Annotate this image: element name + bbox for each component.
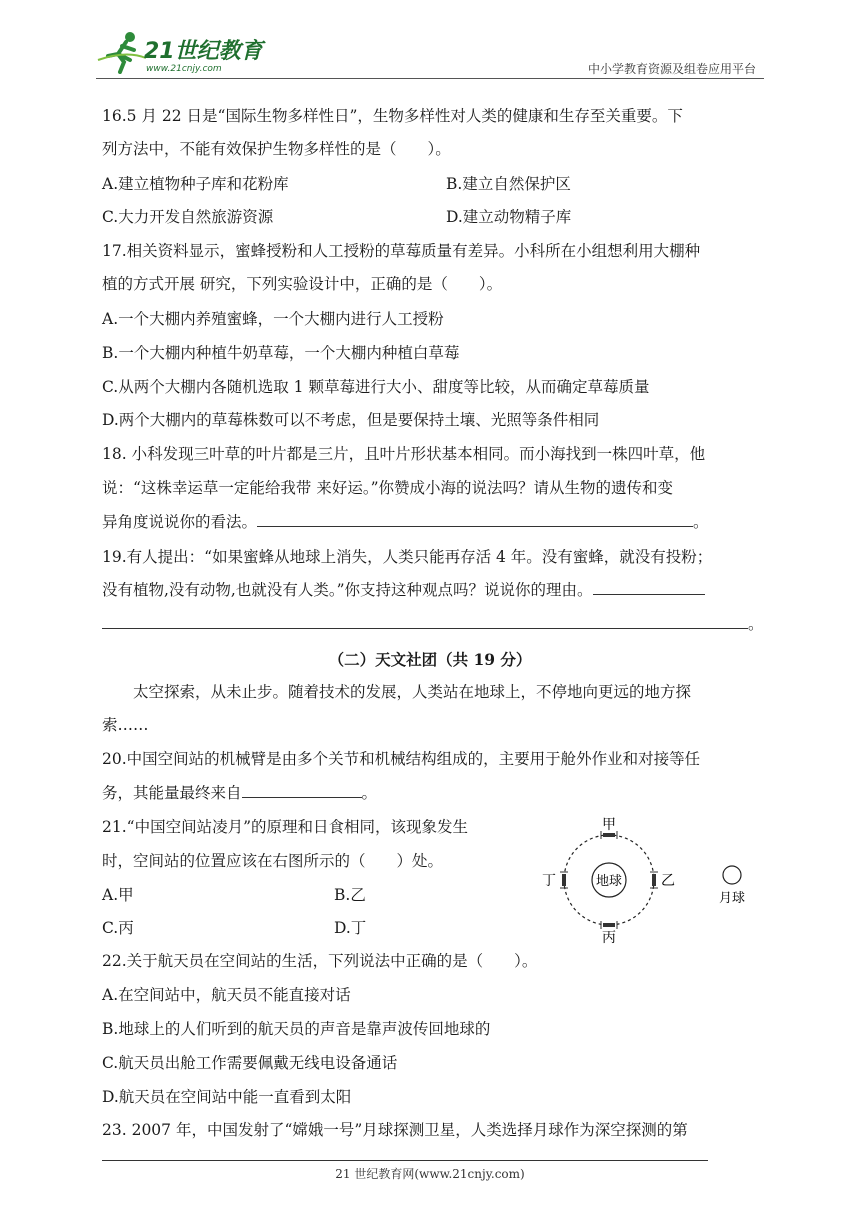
label-right: 乙 [661, 873, 675, 889]
moon-circle [723, 866, 741, 884]
q20-stem-2-text: 务，其能量最终来自 [102, 784, 242, 802]
q19-stem-3 [102, 614, 764, 634]
runner-icon [98, 32, 146, 72]
q20-stem-2 [102, 783, 377, 803]
q21-stem-2: 时，空间站的位置应该在右图所示的（ ）处。 [102, 852, 444, 870]
q20-stem-1: 20.中国空间站的机械臂是由多个关节和机械结构组成的，主要用于舱外作业和对接等任 [102, 750, 701, 768]
q18-stem-2: 说：“这株幸运草一定能给我带 来好运。”你赞成小海的说法吗？请从生物的遗传和变 [102, 479, 674, 497]
moon-label: 月球 [718, 891, 746, 906]
q17-option-d: D.两个大棚内的草莓株数可以不考虑，但是要保持土壤、光照等条件相同 [102, 411, 600, 429]
q18-answer-blank[interactable] [257, 512, 693, 527]
q21-option-c: C.丙 [102, 919, 134, 937]
section-intro-1: 太空探索，从未止步。随着技术的发展，人类站在地球上，不停地向更远的地方探 [133, 683, 692, 701]
earth-label: 地球 [595, 874, 623, 889]
q17-stem-2: 植的方式开展 研究，下列实验设计中，正确的是（ ）。 [102, 275, 503, 293]
q19-stem-2 [102, 580, 705, 600]
q17-option-c: C.从两个大棚内各随机选取 1 颗草莓进行大小、甜度等比较，从而确定草莓质量 [102, 378, 650, 396]
q22-option-a: A.在空间站中，航天员不能直接对话 [102, 986, 351, 1004]
q16-option-d: D.建立动物精子库 [446, 208, 572, 226]
q21-stem-1: 21.“中国空间站凌月”的原理和日食相同，该现象发生 [102, 818, 468, 836]
q16-stem-2: 列方法中，不能有效保护生物多样性的是（ ）。 [102, 140, 451, 158]
header-rule [96, 78, 764, 79]
q18-stem-1: 18. 小科发现三叶草的叶片都是三片，且叶片形状基本相同。而小海找到一株四叶草，他 [102, 445, 706, 463]
q19-end: 。 [748, 615, 764, 633]
station-left-icon [560, 872, 568, 888]
station-bottom-icon [601, 921, 617, 929]
platform-name: 中小学教育资源及组卷应用平台 [587, 62, 756, 76]
label-top: 甲 [602, 817, 616, 833]
logo [96, 30, 266, 74]
q17-option-b: B.一个大棚内种植牛奶草莓，一个大棚内种植白草莓 [102, 344, 460, 362]
q16-option-c: C.大力开发自然旅游资源 [102, 208, 274, 226]
station-right-icon [650, 872, 658, 888]
page-header [96, 22, 764, 80]
q18-end: 。 [693, 513, 709, 531]
footer-rule [102, 1160, 708, 1161]
q19-stem-2-text: 没有植物,没有动物,也就没有人类。”你支持这种观点吗？说说你的理由。 [102, 581, 593, 599]
q23-stem-1: 23. 2007 年，中国发射了“嫦娥一号”月球探测卫星，人类选择月球作为深空探测的第 [102, 1121, 688, 1139]
section-title: （二）天文社团（共 19 分） [328, 650, 532, 669]
logo-url: www.21cnjy.com [146, 64, 222, 74]
orbit-diagram [532, 812, 762, 948]
q18-stem-3 [102, 512, 709, 532]
q21-option-d: D.丁 [334, 919, 367, 937]
q20-answer-blank[interactable] [242, 783, 362, 798]
q19-answer-blank-1[interactable] [593, 580, 705, 595]
q17-stem-1: 17.相关资料显示，蜜蜂授粉和人工授粉的草莓质量有差异。小科所在小组想利用大棚种 [102, 242, 701, 260]
q16-option-b: B.建立自然保护区 [446, 175, 571, 193]
footer-text: 21 世纪教育网(www.21cnjy.com) [335, 1167, 525, 1181]
q21-option-a: A.甲 [102, 886, 134, 904]
q20-end: 。 [361, 784, 378, 802]
label-left: 丁 [542, 873, 556, 889]
q22-option-c: C.航天员出舱工作需要佩戴无线电设备通话 [102, 1054, 398, 1072]
q22-option-b: B.地球上的人们听到的航天员的声音是靠声波传回地球的 [102, 1020, 491, 1038]
q22-option-d: D.航天员在空间站中能一直看到太阳 [102, 1088, 352, 1106]
q18-stem-3-text: 异角度说说你的看法。 [102, 513, 258, 531]
q19-answer-blank-2[interactable] [102, 614, 748, 629]
label-bottom: 丙 [602, 930, 616, 946]
section-intro-2: 索…… [102, 716, 149, 734]
q19-stem-1: 19.有人提出：“如果蜜蜂从地球上消失，人类只能再存活 4 年。没有蜜蜂，就没有投粉； [102, 548, 713, 566]
q16-stem-1: 16.5 月 22 日是“国际生物多样性日”，生物多样性对人类的健康和生存至关重要。下 [102, 107, 683, 125]
logo-text: 21世纪教育 [144, 39, 263, 64]
q16-option-a: A.建立植物种子库和花粉库 [102, 175, 289, 193]
q17-option-a: A.一个大棚内养殖蜜蜂，一个大棚内进行人工授粉 [102, 310, 444, 328]
q21-option-b: B.乙 [334, 886, 366, 904]
q22-stem: 22.关于航天员在空间站的生活，下列说法中正确的是（ ）。 [102, 952, 538, 970]
